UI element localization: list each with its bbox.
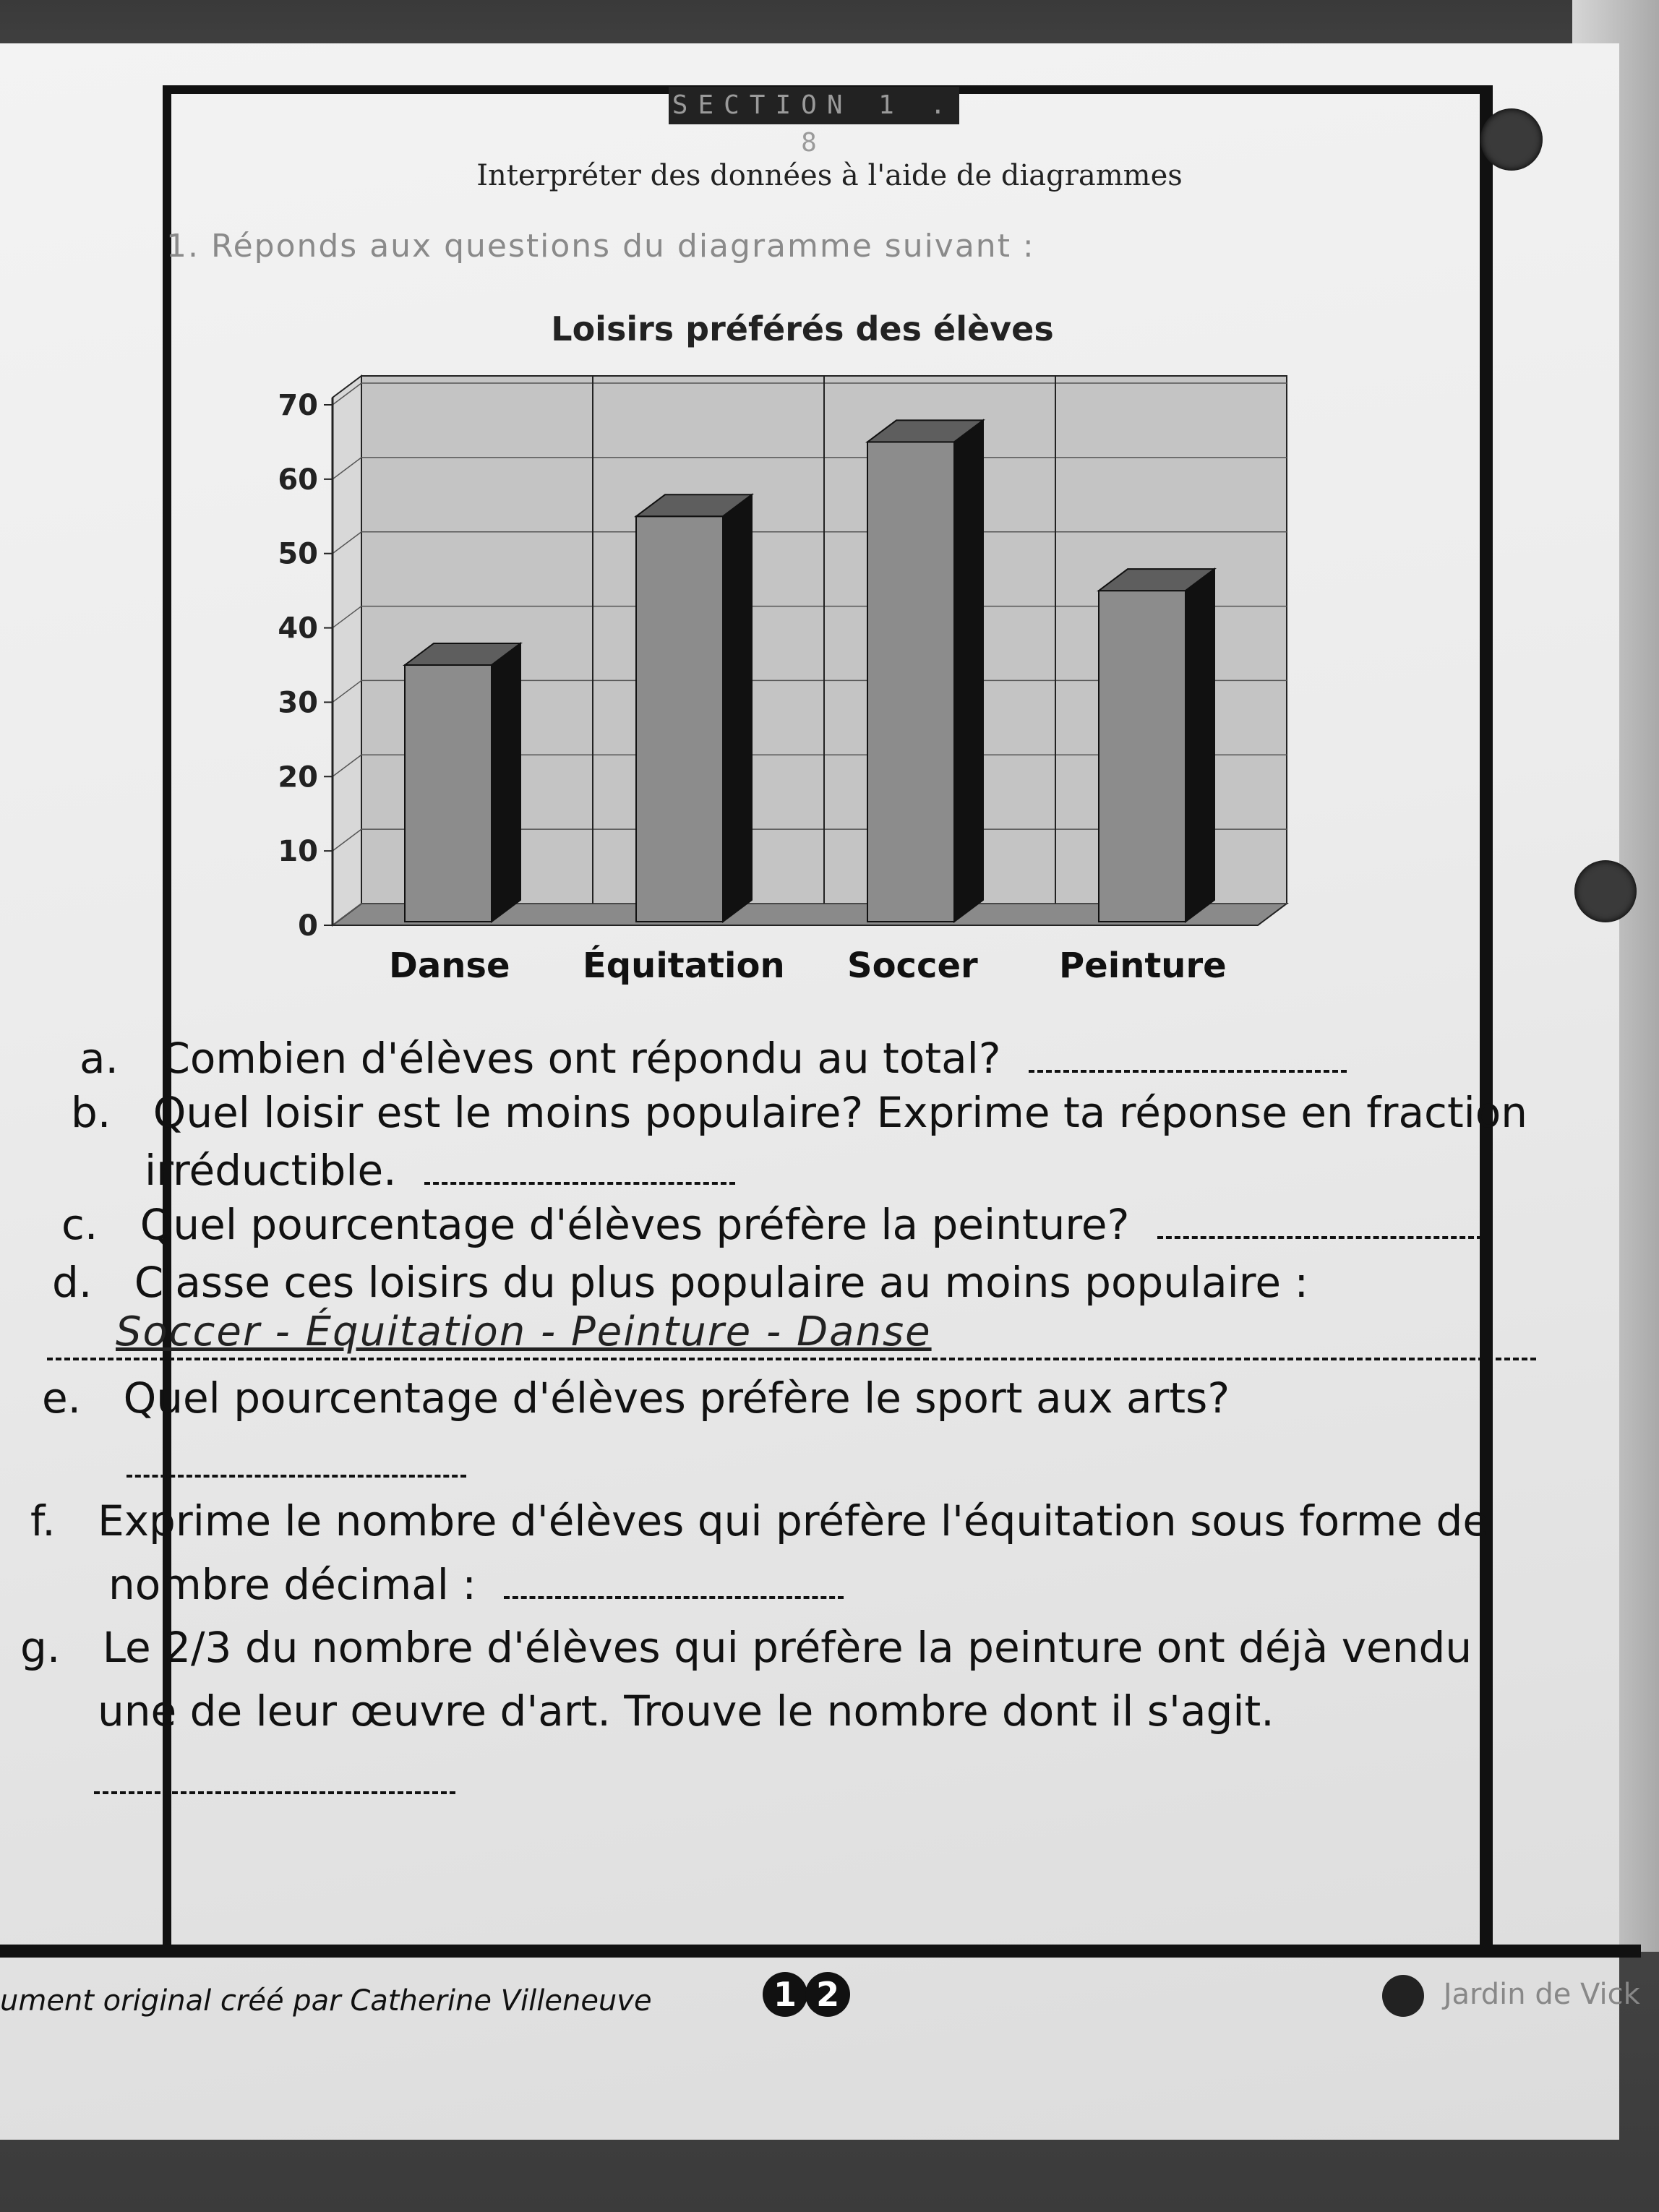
bar-front xyxy=(636,516,723,922)
answer-blank-b[interactable] xyxy=(424,1175,735,1185)
y-tick-label: 40 xyxy=(278,612,318,646)
footer-credit: ument original créé par Catherine Villeneuve xyxy=(0,1984,652,2018)
question-f-text2: nombre décimal : xyxy=(108,1560,476,1609)
question-g-text: Le 2/3 du nombre d'élèves qui préfère la peinture ont déjà vendu xyxy=(102,1623,1472,1672)
question-c-letter: c. xyxy=(61,1200,98,1249)
question-b-text2: irréductible. xyxy=(145,1146,397,1195)
question-g-letter: g. xyxy=(20,1623,61,1672)
question-d-letter: d. xyxy=(52,1258,93,1307)
question-d-text: Classe ces loisirs du plus populaire au moins populaire : xyxy=(134,1258,1309,1307)
y-tick-label: 30 xyxy=(278,686,318,720)
question-g-line2 xyxy=(98,1686,1274,1736)
question-g-text2: une de leur œuvre d'art. Trouve le nombre dont il s'agit. xyxy=(98,1686,1274,1736)
bar-side xyxy=(723,494,752,922)
footer-brand-text: Jardin de Vick xyxy=(1443,1978,1640,2011)
bar-side xyxy=(1186,569,1214,922)
question-e-text: Quel pourcentage d'élèves préfère le sport aux arts? xyxy=(123,1373,1230,1423)
y-tick-label: 60 xyxy=(278,463,318,497)
badge-2: 2 xyxy=(805,1972,850,2017)
bar-front xyxy=(405,665,492,922)
section-tag: SECTION 1 . 8 xyxy=(669,87,959,124)
footer-brand xyxy=(1382,1975,1640,2017)
bar-front xyxy=(1099,591,1186,922)
question-f-letter: f. xyxy=(30,1496,56,1546)
question-f xyxy=(30,1496,1488,1546)
category-label-soccer: Soccer xyxy=(847,946,978,986)
bar-front xyxy=(867,442,954,922)
category-label-equitation: Équitation xyxy=(583,946,785,986)
chart-title: Loisirs préférés des élèves xyxy=(551,309,1054,348)
answer-line-g[interactable] xyxy=(94,1791,455,1794)
handwritten-answer-d: Soccer - Équitation - Peinture - Danse xyxy=(116,1308,932,1355)
bar-chart xyxy=(260,347,1301,947)
punch-hole-middle xyxy=(1574,860,1637,922)
question-b xyxy=(71,1088,1527,1137)
y-tick-label: 50 xyxy=(278,537,318,571)
badge-1: 1 xyxy=(763,1972,807,2017)
y-tick-label: 0 xyxy=(298,909,318,943)
bar-side xyxy=(492,643,520,922)
question-b-letter: b. xyxy=(71,1088,111,1137)
answer-blank-c[interactable] xyxy=(1157,1229,1483,1239)
question-1-intro: 1. Réponds aux questions du diagramme suivant : xyxy=(166,228,1035,265)
question-f-text: Exprime le nombre d'élèves qui préfère l'équitation sous forme de xyxy=(98,1496,1489,1546)
question-c xyxy=(61,1200,1483,1249)
question-a-letter: a. xyxy=(80,1034,119,1083)
question-g xyxy=(20,1623,1472,1672)
answer-blank-f[interactable] xyxy=(504,1589,844,1599)
question-a xyxy=(80,1034,1347,1083)
y-tick-label: 20 xyxy=(278,760,318,794)
footer-badges xyxy=(763,1972,844,2017)
chart-side-wall xyxy=(333,376,361,925)
answer-blank-a[interactable] xyxy=(1029,1063,1347,1073)
answer-line-d[interactable] xyxy=(47,1358,1536,1360)
y-tick-label: 70 xyxy=(278,389,318,422)
page-frame-bottom xyxy=(0,1945,1641,1958)
question-b-line2 xyxy=(145,1146,735,1195)
category-label-peinture: Peinture xyxy=(1059,946,1227,986)
question-c-text: Quel pourcentage d'élèves préfère la peinture? xyxy=(140,1200,1130,1249)
y-tick-label: 10 xyxy=(278,835,318,869)
question-e-letter: e. xyxy=(42,1373,82,1423)
page-heading: Interpréter des données à l'aide de diagrammes xyxy=(476,159,1183,192)
question-e xyxy=(42,1373,1230,1423)
answer-line-e[interactable] xyxy=(127,1475,466,1478)
bar-side xyxy=(954,420,983,922)
question-d xyxy=(52,1258,1308,1307)
category-label-danse: Danse xyxy=(389,946,510,986)
question-f-line2 xyxy=(108,1560,844,1609)
apple-icon xyxy=(1382,1975,1424,2017)
question-a-text: Combien d'élèves ont répondu au total? xyxy=(160,1034,1001,1083)
question-b-text: Quel loisir est le moins populaire? Exprime ta réponse en fraction xyxy=(153,1088,1528,1137)
